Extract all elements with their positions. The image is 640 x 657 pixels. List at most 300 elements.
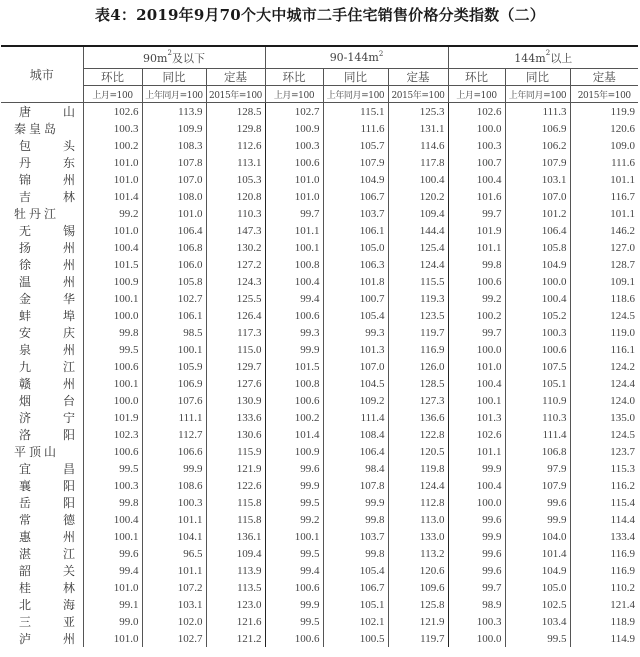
index-value: 109.4: [388, 205, 448, 222]
city-name: 赣 州: [19, 377, 76, 391]
index-value: 126.0: [388, 358, 448, 375]
city-name: 吉 林: [19, 190, 76, 204]
table-title: 表4：2019年9月70个大中城市二手住宅销售价格分类指数（二）: [95, 6, 545, 24]
index-value: 107.6: [142, 392, 206, 409]
index-value: 99.5: [265, 545, 323, 562]
index-value: 104.1: [142, 528, 206, 545]
index-value: 100.2: [448, 307, 505, 324]
index-value: 101.4: [83, 188, 142, 205]
index-value: 102.6: [448, 103, 505, 121]
index-value: 102.0: [142, 613, 206, 630]
index-value: 106.4: [142, 222, 206, 239]
city-name: 烟 台: [19, 394, 76, 408]
index-value: 113.9: [206, 562, 265, 579]
index-value: 109.0: [570, 137, 638, 154]
index-value: 99.9: [323, 494, 388, 511]
index-value: 101.0: [265, 171, 323, 188]
table-row: [1, 171, 638, 188]
index-value: 111.6: [323, 120, 388, 137]
index-value: 129.7: [206, 358, 265, 375]
table-row: [1, 341, 638, 358]
index-value: 101.6: [448, 188, 505, 205]
table-row: [1, 630, 638, 647]
index-value: 99.5: [265, 494, 323, 511]
city-name: 常 德: [19, 513, 76, 527]
index-value: 99.8: [448, 256, 505, 273]
index-value: 110.2: [570, 579, 638, 596]
index-value: 146.2: [570, 222, 638, 239]
city-name: 三 亚: [19, 615, 76, 629]
index-value: 130.9: [206, 392, 265, 409]
index-value: 104.9: [505, 562, 570, 579]
index-value: 105.1: [505, 375, 570, 392]
index-value: 106.1: [323, 222, 388, 239]
base-header: 2015年=100: [206, 86, 265, 103]
index-value: 109.4: [206, 545, 265, 562]
index-value: 100.1: [265, 528, 323, 545]
city-name: 蚌 埠: [19, 309, 76, 323]
base-header: 2015年=100: [388, 86, 448, 103]
index-value: 127.3: [388, 392, 448, 409]
index-value: 100.2: [83, 137, 142, 154]
index-value: 100.2: [265, 409, 323, 426]
index-value: 147.3: [206, 222, 265, 239]
index-value: 100.8: [265, 375, 323, 392]
index-value: 103.1: [505, 171, 570, 188]
index-value: 105.1: [323, 596, 388, 613]
index-value: 99.7: [448, 324, 505, 341]
index-value: 112.7: [142, 426, 206, 443]
index-value: 105.2: [505, 307, 570, 324]
price-index-table: [1, 45, 638, 647]
index-value: 99.3: [265, 324, 323, 341]
table-row: [1, 154, 638, 171]
index-value: 98.4: [323, 460, 388, 477]
index-value: 105.3: [206, 171, 265, 188]
index-value: 99.6: [448, 562, 505, 579]
index-value: 104.5: [323, 375, 388, 392]
index-value: 102.7: [142, 290, 206, 307]
index-value: 117.3: [206, 324, 265, 341]
city-name: 秦皇岛: [14, 122, 60, 136]
index-value: 107.8: [323, 477, 388, 494]
index-value: 101.1: [265, 222, 323, 239]
index-value: 130.6: [206, 426, 265, 443]
index-value: 101.0: [448, 358, 505, 375]
index-value: 116.9: [570, 562, 638, 579]
index-value: 99.5: [265, 613, 323, 630]
index-value: 133.4: [570, 528, 638, 545]
index-value: 101.0: [83, 630, 142, 647]
table-row: [1, 613, 638, 630]
index-value: 101.4: [265, 426, 323, 443]
index-value: 106.9: [142, 375, 206, 392]
index-value: 96.5: [142, 545, 206, 562]
index-value: 100.3: [448, 613, 505, 630]
table-row: [1, 392, 638, 409]
index-value: 106.4: [323, 443, 388, 460]
table-row: [1, 528, 638, 545]
index-value: 101.1: [448, 443, 505, 460]
index-value: 107.0: [323, 358, 388, 375]
index-value: 102.5: [505, 596, 570, 613]
index-value: 99.4: [83, 562, 142, 579]
index-value: 100.6: [265, 579, 323, 596]
index-value: 99.3: [323, 324, 388, 341]
table-row: [1, 426, 638, 443]
index-value: 111.4: [323, 409, 388, 426]
index-value: 100.4: [505, 290, 570, 307]
city-name: 扬 州: [19, 241, 76, 255]
sub-header: 同比: [142, 69, 206, 86]
index-value: 121.9: [206, 460, 265, 477]
index-value: 100.6: [83, 358, 142, 375]
index-value: 123.7: [570, 443, 638, 460]
index-value: 99.9: [265, 596, 323, 613]
base-header: 上月=100: [265, 86, 323, 103]
index-value: 99.6: [448, 511, 505, 528]
index-value: 106.4: [505, 222, 570, 239]
index-value: 127.0: [570, 239, 638, 256]
index-value: 100.7: [323, 290, 388, 307]
index-value: 99.6: [83, 545, 142, 562]
index-value: 100.0: [448, 120, 505, 137]
index-value: 100.0: [448, 341, 505, 358]
sub-header: 环比: [265, 69, 323, 86]
index-value: 122.8: [388, 426, 448, 443]
index-value: 124.5: [570, 426, 638, 443]
table-row: [1, 460, 638, 477]
index-value: 113.5: [206, 579, 265, 596]
index-value: 124.5: [570, 307, 638, 324]
index-value: 118.6: [570, 290, 638, 307]
index-value: 100.1: [265, 239, 323, 256]
table-row: [1, 545, 638, 562]
table-row: [1, 579, 638, 596]
index-value: 106.9: [505, 120, 570, 137]
city-name: 丹 东: [19, 156, 76, 170]
index-value: 104.9: [505, 256, 570, 273]
index-value: 133.6: [206, 409, 265, 426]
sub-header: 环比: [83, 69, 142, 86]
city-name: 岳 阳: [19, 496, 76, 510]
index-value: 107.0: [142, 171, 206, 188]
index-value: 110.9: [505, 392, 570, 409]
index-value: 100.1: [83, 375, 142, 392]
index-value: 111.6: [570, 154, 638, 171]
index-value: 98.9: [448, 596, 505, 613]
index-value: 115.8: [206, 494, 265, 511]
index-value: 101.0: [83, 579, 142, 596]
index-value: 108.3: [142, 137, 206, 154]
index-value: 101.8: [323, 273, 388, 290]
table-row: [1, 324, 638, 341]
index-value: 105.4: [323, 307, 388, 324]
index-value: 101.2: [505, 205, 570, 222]
index-value: 105.8: [505, 239, 570, 256]
index-value: 102.6: [448, 426, 505, 443]
city-name: 襄 阳: [19, 479, 76, 493]
index-value: 111.4: [505, 426, 570, 443]
sub-header: 定基: [388, 69, 448, 86]
index-value: 99.8: [323, 545, 388, 562]
index-value: 99.4: [265, 562, 323, 579]
index-value: 101.1: [142, 511, 206, 528]
city-name: 唐 山: [1, 103, 83, 121]
city-name: 北 海: [19, 598, 76, 612]
base-header: 上月=100: [83, 86, 142, 103]
index-value: 126.4: [206, 307, 265, 324]
index-value: 100.1: [83, 528, 142, 545]
index-value: 122.6: [206, 477, 265, 494]
index-value: 105.7: [323, 137, 388, 154]
index-value: 113.2: [388, 545, 448, 562]
index-value: 98.5: [142, 324, 206, 341]
city-name: 泉 州: [19, 343, 76, 357]
index-value: 99.6: [448, 545, 505, 562]
index-value: 106.1: [142, 307, 206, 324]
table-row: [1, 596, 638, 613]
index-value: 101.0: [265, 188, 323, 205]
index-value: 123.0: [206, 596, 265, 613]
index-value: 100.7: [448, 154, 505, 171]
table-row: [1, 205, 638, 222]
index-value: 100.3: [83, 477, 142, 494]
city-name: 湛 江: [19, 547, 76, 561]
index-value: 104.9: [323, 171, 388, 188]
index-value: 124.4: [388, 477, 448, 494]
index-value: 100.3: [142, 494, 206, 511]
city-name: 安 庆: [19, 326, 76, 340]
index-value: 116.2: [570, 477, 638, 494]
index-value: 107.0: [505, 188, 570, 205]
index-value: 102.1: [323, 613, 388, 630]
index-value: 106.6: [142, 443, 206, 460]
index-value: 100.4: [83, 239, 142, 256]
table-row: [1, 137, 638, 154]
index-value: 100.4: [448, 375, 505, 392]
base-header: 上年同月=100: [505, 86, 570, 103]
index-value: 99.7: [265, 205, 323, 222]
index-value: 133.0: [388, 528, 448, 545]
index-value: 136.6: [388, 409, 448, 426]
index-value: 100.0: [83, 392, 142, 409]
index-value: 107.9: [505, 477, 570, 494]
table-row: [1, 511, 638, 528]
index-value: 101.5: [83, 256, 142, 273]
index-value: 110.3: [206, 205, 265, 222]
index-value: 100.4: [388, 171, 448, 188]
index-value: 109.2: [323, 392, 388, 409]
index-value: 115.8: [206, 511, 265, 528]
index-value: 100.8: [265, 256, 323, 273]
index-value: 100.9: [265, 443, 323, 460]
index-value: 105.9: [142, 358, 206, 375]
index-value: 100.6: [265, 630, 323, 647]
city-name: 洛 阳: [19, 428, 76, 442]
index-value: 100.0: [448, 630, 505, 647]
index-value: 99.9: [142, 460, 206, 477]
index-value: 117.8: [388, 154, 448, 171]
index-value: 125.3: [388, 103, 448, 121]
index-value: 120.6: [570, 120, 638, 137]
index-value: 100.5: [323, 630, 388, 647]
index-value: 120.5: [388, 443, 448, 460]
index-value: 100.9: [83, 273, 142, 290]
index-value: 100.3: [448, 137, 505, 154]
index-value: 108.0: [142, 188, 206, 205]
index-value: 106.8: [142, 239, 206, 256]
index-value: 124.3: [206, 273, 265, 290]
index-value: 99.9: [505, 511, 570, 528]
index-value: 100.4: [448, 171, 505, 188]
index-value: 119.9: [570, 103, 638, 121]
index-value: 100.0: [505, 273, 570, 290]
index-value: 112.8: [388, 494, 448, 511]
index-value: 100.3: [265, 137, 323, 154]
city-name: 泸 州: [19, 632, 76, 646]
city-column-header: 城市: [1, 46, 83, 103]
sub-header: 同比: [323, 69, 388, 86]
index-value: 113.9: [142, 103, 206, 121]
table-row: [1, 188, 638, 205]
index-value: 101.3: [448, 409, 505, 426]
index-value: 124.4: [570, 375, 638, 392]
index-value: 115.3: [570, 460, 638, 477]
index-value: 100.4: [448, 477, 505, 494]
index-value: 99.2: [265, 511, 323, 528]
index-value: 97.9: [505, 460, 570, 477]
index-value: 99.8: [83, 324, 142, 341]
city-name: 桂 林: [19, 581, 76, 595]
index-value: 115.0: [206, 341, 265, 358]
index-value: 103.4: [505, 613, 570, 630]
index-value: 101.1: [570, 205, 638, 222]
index-value: 113.1: [206, 154, 265, 171]
index-value: 102.7: [265, 103, 323, 121]
index-value: 107.5: [505, 358, 570, 375]
table-row: [1, 562, 638, 579]
index-value: 127.6: [206, 375, 265, 392]
index-value: 136.1: [206, 528, 265, 545]
index-value: 104.0: [505, 528, 570, 545]
index-value: 100.4: [83, 511, 142, 528]
index-value: 108.6: [142, 477, 206, 494]
index-value: 111.3: [505, 103, 570, 121]
city-name: 九 江: [19, 360, 76, 374]
index-value: 114.9: [570, 630, 638, 647]
index-value: 107.8: [142, 154, 206, 171]
index-value: 99.2: [448, 290, 505, 307]
index-value: 119.0: [570, 324, 638, 341]
index-value: 121.9: [388, 613, 448, 630]
index-value: 101.5: [265, 358, 323, 375]
index-value: 100.6: [265, 154, 323, 171]
index-value: 128.7: [570, 256, 638, 273]
sub-header: 定基: [570, 69, 638, 86]
index-value: 107.9: [323, 154, 388, 171]
index-value: 106.2: [505, 137, 570, 154]
index-value: 109.9: [142, 120, 206, 137]
index-value: 100.6: [265, 392, 323, 409]
index-value: 112.6: [206, 137, 265, 154]
index-value: 100.0: [448, 494, 505, 511]
base-header: 上年同月=100: [323, 86, 388, 103]
index-value: 99.5: [83, 341, 142, 358]
index-value: 127.2: [206, 256, 265, 273]
sub-header: 定基: [206, 69, 265, 86]
index-value: 99.5: [83, 460, 142, 477]
sub-header: 环比: [448, 69, 505, 86]
sub-header: 同比: [505, 69, 570, 86]
index-value: 99.0: [83, 613, 142, 630]
group-header-medium: $90-144m^2$: [265, 46, 448, 69]
city-name: 惠 州: [19, 530, 76, 544]
index-value: 120.8: [206, 188, 265, 205]
index-value: 114.4: [570, 511, 638, 528]
index-value: 99.9: [448, 460, 505, 477]
city-name: 包 头: [19, 139, 76, 153]
index-value: 116.9: [570, 545, 638, 562]
table-row: [1, 409, 638, 426]
group-header-small: $90m^2$及以下: [83, 46, 265, 69]
index-value: 102.7: [142, 630, 206, 647]
index-value: 116.9: [388, 341, 448, 358]
index-value: 105.8: [142, 273, 206, 290]
index-value: 103.7: [323, 528, 388, 545]
index-value: 120.2: [388, 188, 448, 205]
table-row: [1, 103, 638, 121]
index-value: 101.4: [505, 545, 570, 562]
index-value: 119.7: [388, 630, 448, 647]
index-value: 121.6: [206, 613, 265, 630]
index-value: 99.8: [323, 511, 388, 528]
index-value: 105.0: [505, 579, 570, 596]
index-value: 105.0: [323, 239, 388, 256]
index-value: 101.1: [142, 562, 206, 579]
index-value: 129.8: [206, 120, 265, 137]
city-name: 锦 州: [19, 173, 76, 187]
city-name: 牡丹江: [14, 207, 60, 221]
city-name: 金 华: [19, 292, 76, 306]
index-value: 100.1: [448, 392, 505, 409]
index-value: 100.6: [448, 273, 505, 290]
index-value: 115.5: [388, 273, 448, 290]
index-value: 125.4: [388, 239, 448, 256]
index-value: 103.7: [323, 205, 388, 222]
index-value: 131.1: [388, 120, 448, 137]
index-value: 100.3: [505, 324, 570, 341]
index-value: 109.1: [570, 273, 638, 290]
city-name: 韶 关: [19, 564, 76, 578]
index-value: 99.6: [505, 494, 570, 511]
index-value: 100.6: [265, 307, 323, 324]
index-value: 121.4: [570, 596, 638, 613]
index-value: 99.9: [265, 477, 323, 494]
index-value: 111.1: [142, 409, 206, 426]
index-value: 114.6: [388, 137, 448, 154]
index-value: 106.7: [323, 188, 388, 205]
index-value: 106.3: [323, 256, 388, 273]
index-value: 105.4: [323, 562, 388, 579]
index-value: 121.2: [206, 630, 265, 647]
index-value: 108.4: [323, 426, 388, 443]
index-value: 100.6: [83, 443, 142, 460]
index-value: 128.5: [388, 375, 448, 392]
table-row: [1, 273, 638, 290]
index-value: 119.7: [388, 324, 448, 341]
city-name: 徐 州: [19, 258, 76, 272]
